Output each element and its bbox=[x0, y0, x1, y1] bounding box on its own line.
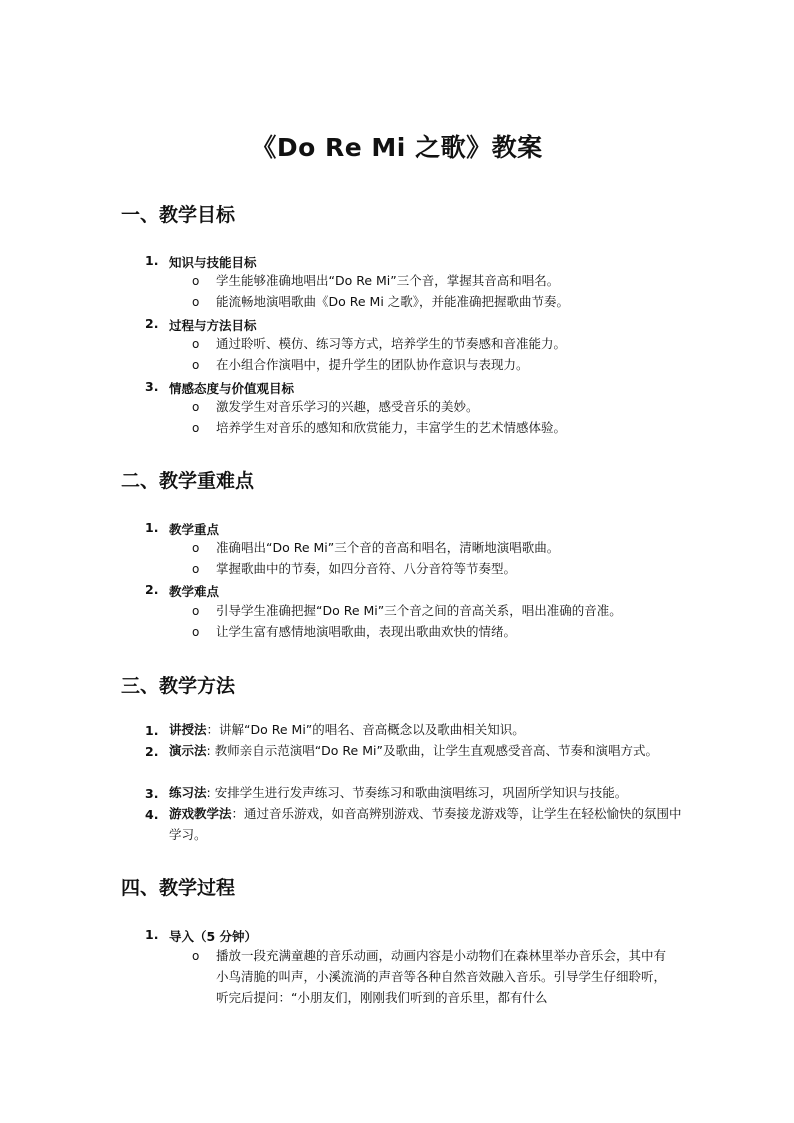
list-number: 2. bbox=[145, 582, 159, 597]
method-text: 通过音乐游戏，如音高辨别游戏、节奏接龙游戏等，让学生在轻松愉快的氛围中学习。 bbox=[169, 806, 682, 842]
method-separator: : bbox=[206, 743, 215, 758]
bullet-icon: o bbox=[192, 295, 200, 309]
list-item: 学生能够准确地唱出“Do Re Mi”三个音，掌握其音高和唱名。 bbox=[216, 273, 560, 288]
list-item: 通过聆听、模仿、练习等方式，培养学生的节奏感和音准能力。 bbox=[216, 336, 567, 351]
method-label: 游戏教学法 bbox=[169, 806, 232, 821]
method-item bbox=[169, 803, 689, 845]
method-separator: ： bbox=[231, 806, 245, 821]
list-number: 4. bbox=[145, 807, 159, 822]
method-text: 安排学生进行发声练习、节奏练习和歌曲演唱练习，巩固所学知识与技能。 bbox=[214, 785, 628, 800]
subsection-label: 导入（5 分钟） bbox=[169, 929, 258, 944]
bullet-icon: o bbox=[192, 400, 200, 414]
bullet-icon: o bbox=[192, 562, 200, 576]
list-number: 3. bbox=[145, 379, 159, 394]
list-item: 能流畅地演唱歌曲《Do Re Mi 之歌》，并能准确把握歌曲节奏。 bbox=[216, 294, 570, 309]
list-number: 2. bbox=[145, 316, 159, 331]
bullet-icon: o bbox=[192, 337, 200, 351]
list-number: 1. bbox=[145, 253, 159, 268]
method-separator: : bbox=[206, 785, 215, 800]
bullet-icon: o bbox=[192, 421, 200, 435]
bullet-icon: o bbox=[192, 541, 200, 555]
document-title: 《Do Re Mi 之歌》教案 bbox=[251, 133, 543, 162]
list-number: 2. bbox=[145, 744, 159, 759]
method-label: 练习法 bbox=[169, 785, 207, 800]
section-heading: 四、教学过程 bbox=[121, 877, 236, 899]
list-number: 3. bbox=[145, 786, 159, 801]
bullet-icon: o bbox=[192, 949, 200, 963]
bullet-icon: o bbox=[192, 274, 200, 288]
section-heading: 一、教学目标 bbox=[121, 204, 236, 226]
bullet-icon: o bbox=[192, 604, 200, 618]
list-item: 培养学生对音乐的感知和欣赏能力，丰富学生的艺术情感体验。 bbox=[216, 420, 567, 435]
method-label: 讲授法 bbox=[169, 722, 207, 737]
list-item: 在小组合作演唱中，提升学生的团队协作意识与表现力。 bbox=[216, 357, 529, 372]
subsection-label: 情感态度与价值观目标 bbox=[169, 381, 295, 396]
bullet-icon: o bbox=[192, 625, 200, 639]
method-text: 讲解“Do Re Mi”的唱名、音高概念以及歌曲相关知识。 bbox=[219, 722, 525, 737]
section-heading: 三、教学方法 bbox=[121, 675, 236, 697]
list-item: 准确唱出“Do Re Mi”三个音的音高和唱名，清晰地演唱歌曲。 bbox=[216, 540, 560, 555]
subsection-label: 教学难点 bbox=[169, 584, 220, 599]
subsection-label: 教学重点 bbox=[169, 522, 220, 537]
bullet-icon: o bbox=[192, 358, 200, 372]
list-item: 播放一段充满童趣的音乐动画，动画内容是小动物们在森林里举办音乐会，其中有小鸟清脆的叫声，小溪流淌的声音等各种自然音效融入音乐。引导学生仔细聆听，听完后提问：“小朋友们，刚刚我们听到的音乐里，都有什么 bbox=[216, 948, 667, 1005]
method-item bbox=[169, 740, 689, 761]
method-label: 演示法 bbox=[169, 743, 207, 758]
list-item: 掌握歌曲中的节奏，如四分音符、八分音符等节奏型。 bbox=[216, 561, 517, 576]
method-item bbox=[169, 719, 689, 740]
subsection-label: 知识与技能目标 bbox=[169, 255, 257, 270]
method-text: 教师亲自示范演唱“Do Re Mi”及歌曲，让学生直观感受音高、节奏和演唱方式。 bbox=[214, 743, 658, 758]
method-separator: ： bbox=[206, 722, 220, 737]
list-item: 激发学生对音乐学习的兴趣，感受音乐的美妙。 bbox=[216, 399, 479, 414]
section-heading: 二、教学重难点 bbox=[121, 470, 255, 492]
method-item bbox=[169, 782, 689, 803]
list-item: 让学生富有感情地演唱歌曲，表现出歌曲欢快的情绪。 bbox=[216, 624, 517, 639]
subsection-label: 过程与方法目标 bbox=[169, 318, 257, 333]
list-number: 1. bbox=[145, 520, 159, 535]
list-item: 引导学生准确把握“Do Re Mi”三个音之间的音高关系，唱出准确的音准。 bbox=[216, 603, 622, 618]
list-number: 1. bbox=[145, 927, 159, 942]
list-number: 1. bbox=[145, 723, 159, 738]
